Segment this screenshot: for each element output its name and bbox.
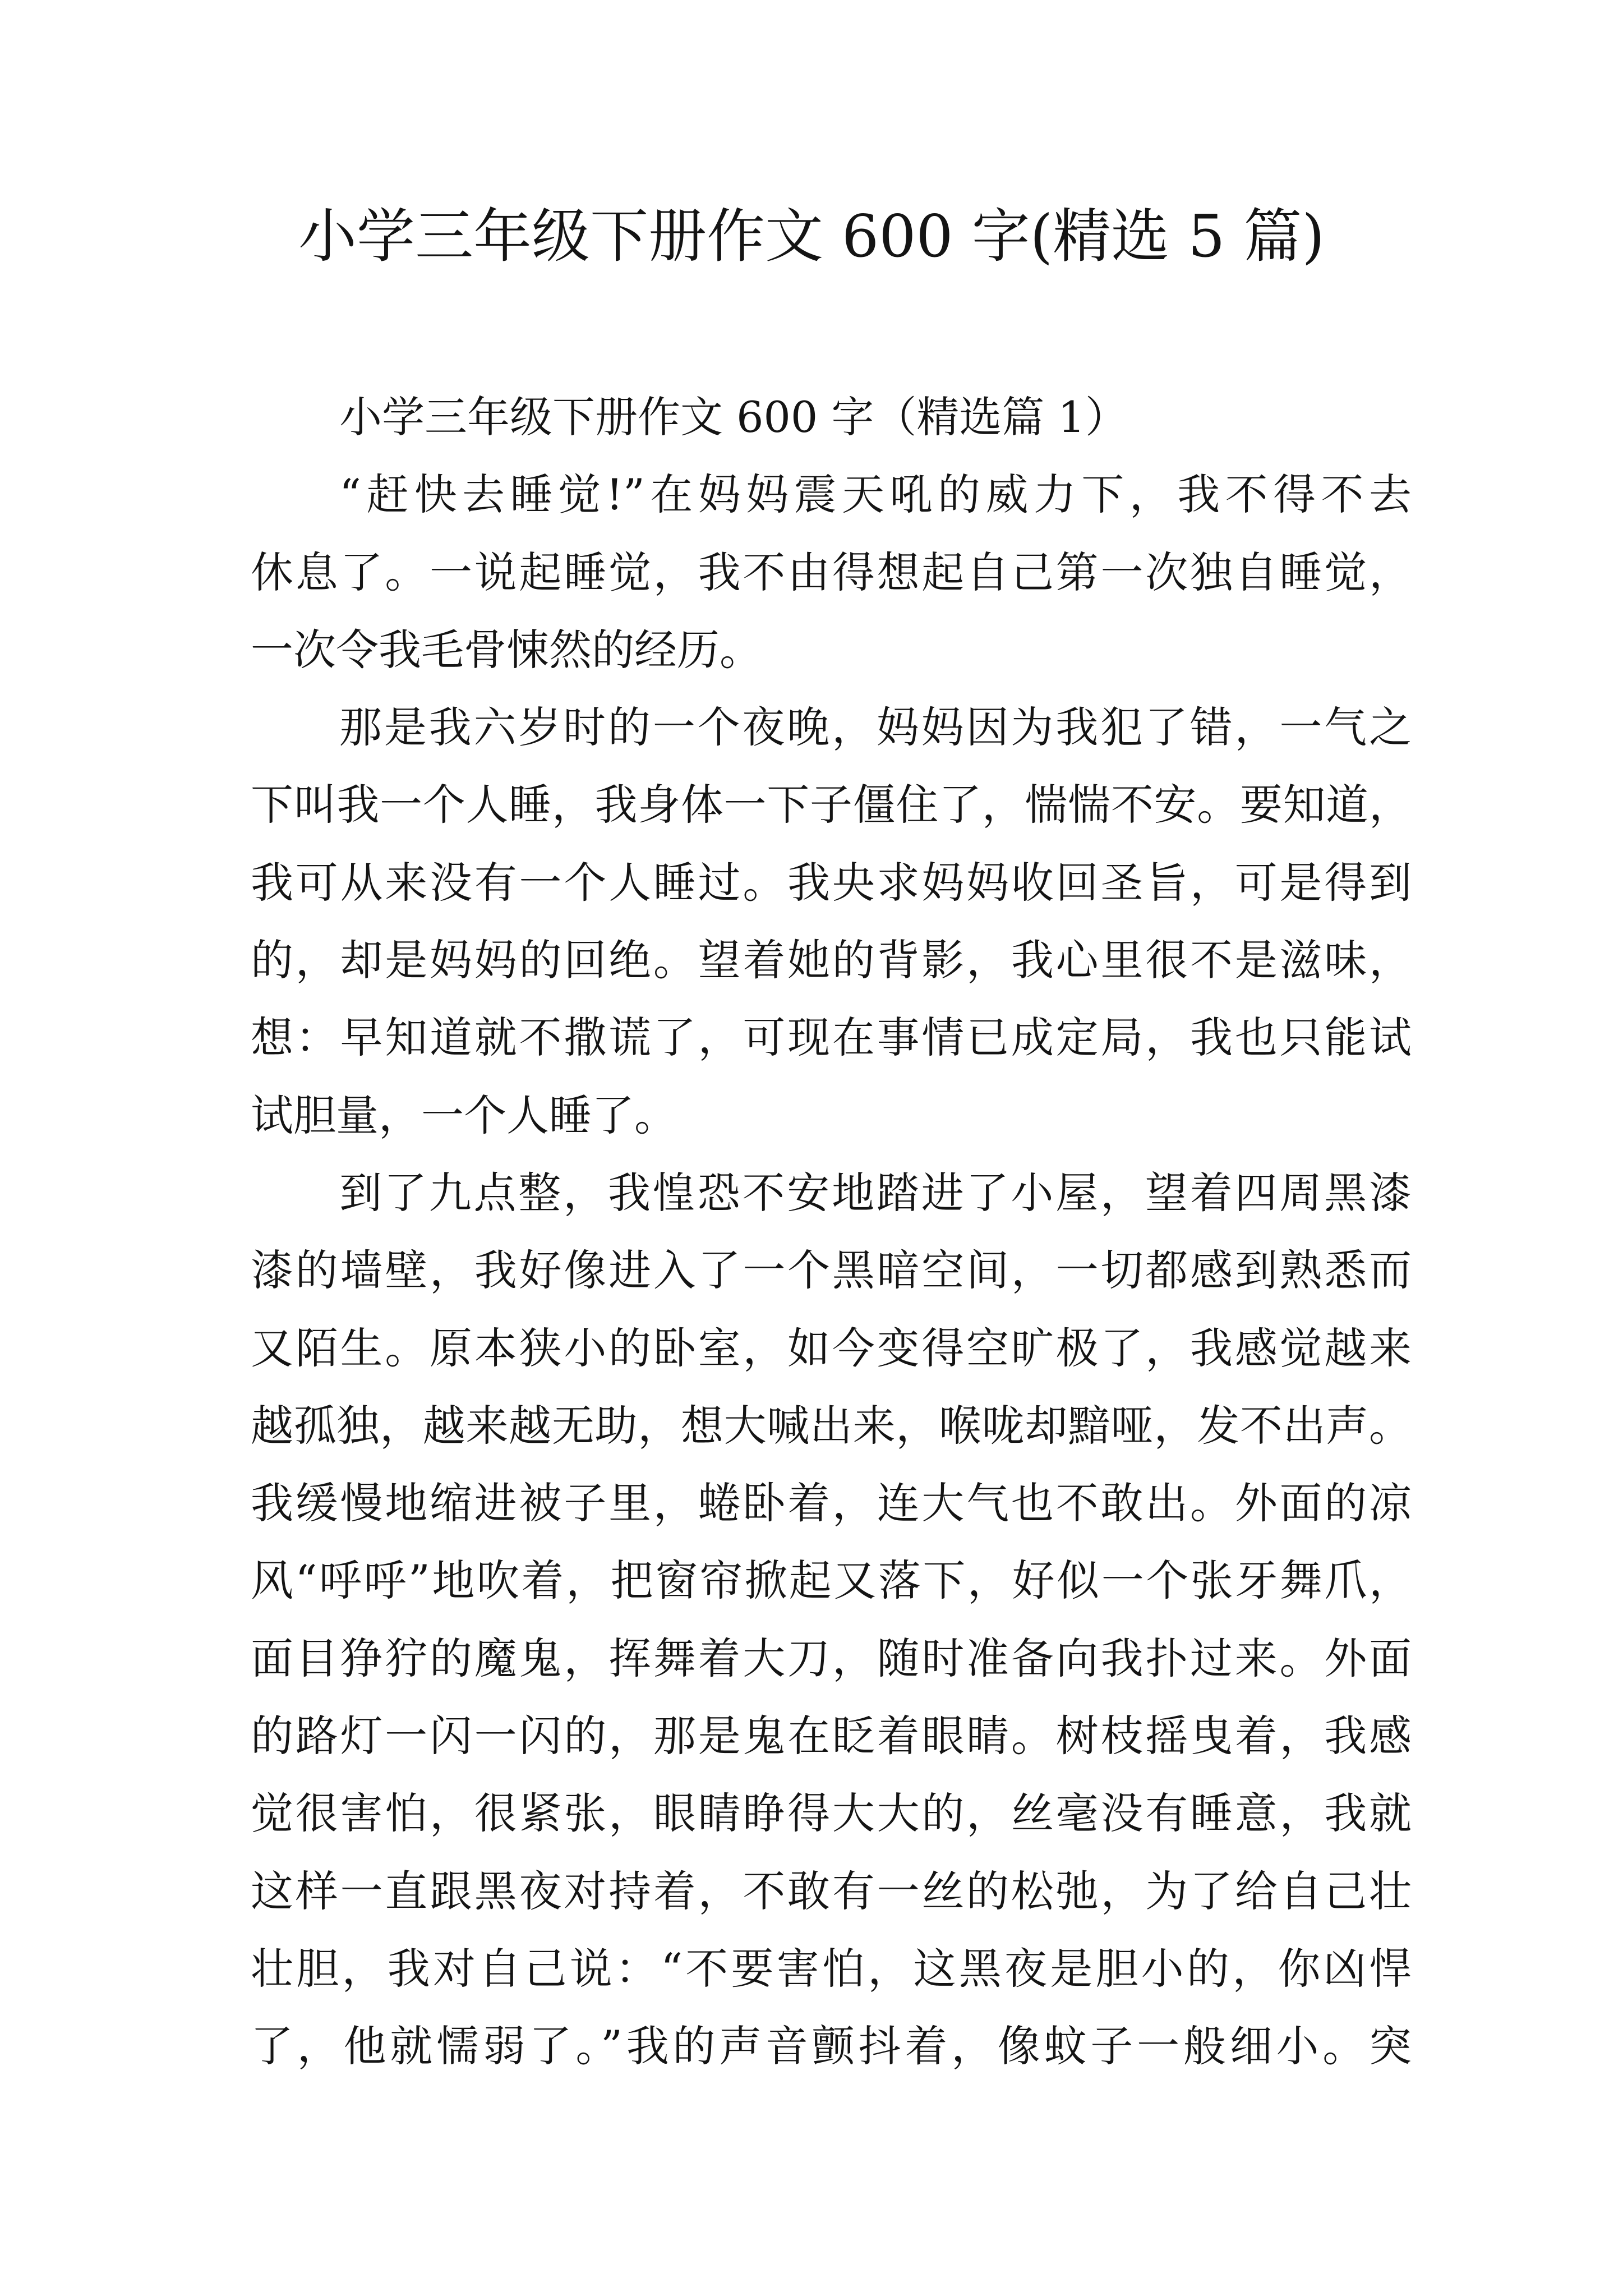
paragraph-1-line-3: 一次令我毛骨悚然的经历。 — [251, 624, 762, 675]
paragraph-1-line-1: “赶快去睡觉!”在妈妈震天吼的威力下，我不得不去 — [339, 470, 1412, 520]
paragraph-3-line-3: 又陌生。原本狭小的卧室，如今变得空旷极了，我感觉越来 — [251, 1323, 1412, 1373]
document-title: 小学三年级下册作文 600 字(精选 5 篇) — [298, 202, 1325, 270]
section-heading: 小学三年级下册作文 600 字（精选篇 1） — [339, 392, 1128, 442]
paragraph-3-line-12: 了，他就懦弱了。”我的声音颤抖着，像蚊子一般细小。突 — [251, 2021, 1412, 2072]
paragraph-3-line-5: 我缓慢地缩进被子里，蜷卧着，连大气也不敢出。外面的凉 — [251, 1478, 1412, 1529]
paragraph-3-line-1: 到了九点整，我惶恐不安地踏进了小屋，望着四周黑漆 — [339, 1167, 1412, 1218]
paragraph-3-line-4: 越孤独，越来越无助，想大喊出来，喉咙却黯哑，发不出声。 — [251, 1400, 1412, 1451]
document-body — [251, 379, 1412, 2086]
paragraph-2-line-3: 我可从来没有一个人睡过。我央求妈妈收回圣旨，可是得到 — [251, 857, 1412, 908]
paragraph-3-line-7: 面目狰狞的魔鬼，挥舞着大刀，随时准备向我扑过来。外面 — [251, 1633, 1412, 1683]
paragraph-3-line-10: 这样一直跟黑夜对持着，不敢有一丝的松弛，为了给自己壮 — [251, 1866, 1412, 1916]
paragraph-2-line-4: 的，却是妈妈的回绝。望着她的背影，我心里很不是滋味， — [251, 935, 1412, 986]
paragraph-3-line-11: 壮胆，我对自己说：“不要害怕，这黑夜是胆小的，你凶悍 — [251, 1943, 1412, 1994]
paragraph-2-line-5: 想：早知道就不撒谎了，可现在事情已成定局，我也只能试 — [251, 1013, 1412, 1063]
paragraph-2-line-1: 那是我六岁时的一个夜晚，妈妈因为我犯了错，一气之 — [339, 702, 1412, 753]
paragraph-3-line-2: 漆的墙壁，我好像进入了一个黑暗空间，一切都感到熟悉而 — [251, 1245, 1412, 1296]
paragraph-1-line-2: 休息了。一说起睡觉，我不由得想起自己第一次独自睡觉， — [251, 547, 1412, 597]
paragraph-3-line-8: 的路灯一闪一闪的，那是鬼在眨着眼睛。树枝摇曳着，我感 — [251, 1711, 1412, 1761]
paragraph-2-line-2: 下叫我一个人睡，我身体一下子僵住了，惴惴不安。要知道， — [251, 780, 1412, 830]
paragraph-2-line-6: 试胆量，一个人睡了。 — [251, 1090, 677, 1140]
paragraph-3-line-9: 觉很害怕，很紧张，眼睛睁得大大的，丝毫没有睡意，我就 — [251, 1788, 1412, 1839]
paragraph-3-line-6: 风“呼呼”地吹着，把窗帘掀起又落下，好似一个张牙舞爪， — [251, 1556, 1412, 1606]
